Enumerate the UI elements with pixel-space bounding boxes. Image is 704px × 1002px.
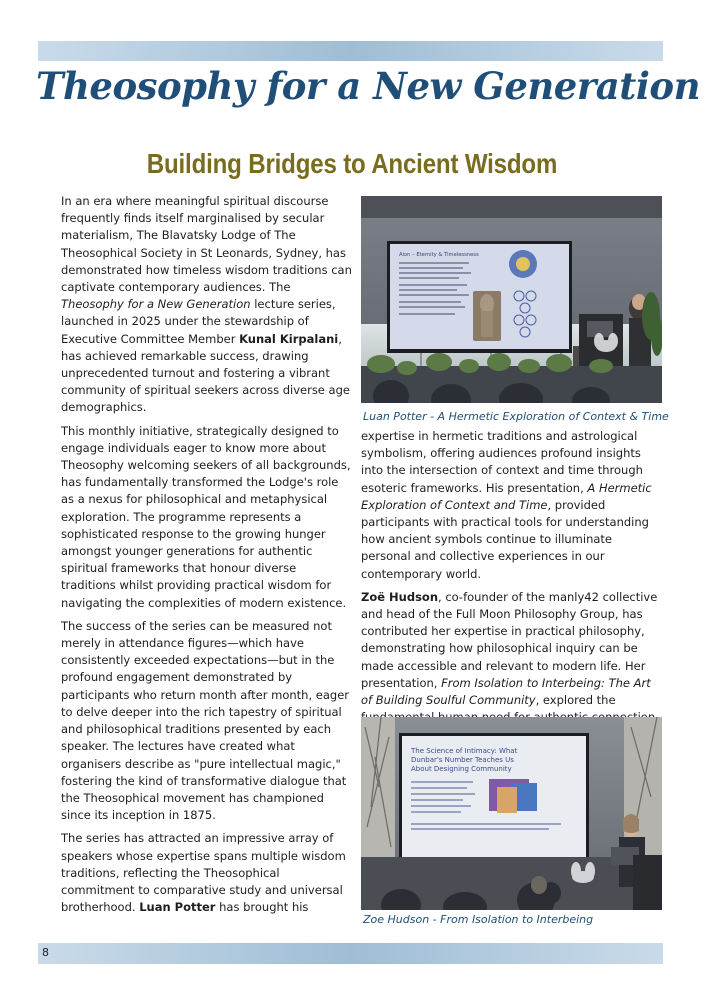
- caption-photo-zoe: Zoe Hudson - From Isolation to Interbeing: [363, 913, 594, 926]
- lecture-photo-zoe: [361, 717, 662, 910]
- page-subtitle: Building Bridges to Ancient Wisdom: [146, 148, 558, 179]
- lecture-photo-luan: [361, 196, 662, 403]
- article-column-right: [361, 428, 665, 744]
- slide-title-line-1: The Science of Intimacy: What: [411, 747, 518, 755]
- speaker-name-luan: Luan Potter: [139, 900, 216, 915]
- organiser-name: Kunal Kirpalani: [239, 331, 339, 346]
- caption-photo-luan: Luan Potter - A Hermetic Exploration of Context & Time: [363, 410, 669, 423]
- slide-title-line-2: Dunbar's Number Teaches Us: [411, 756, 514, 764]
- article-column-left: [61, 193, 353, 916]
- page-number: 8: [42, 946, 49, 959]
- paragraph-success: The success of the series can be measured not merely in attendance figures—which have consistently exceeded expectations—but in the profound engagement demonstrated by participants who return month after month, eager to delve deeper into the rich tapestry of spiritual and philosophical traditions presented by each speaker. The lectures have created what organisers describe as "pure intellectual magic," fostering the kind of transformative dialogue that the Theosophical movement has championed since its inception in 1875.: [61, 618, 349, 823]
- page-title: Theosophy for a New Generation: [36, 64, 701, 108]
- footer-band: [38, 943, 663, 964]
- paragraph-speakers: The series has attracted an impressive array of speakers whose expertise spans multiple wisdom traditions, reflecting the Theosophical commitment to comparative study and universal brotherhood. Luan Potter has brought his: [61, 831, 346, 915]
- lecture-photo-luan-illustration: [361, 196, 662, 403]
- paragraph-luan-talk: expertise in hermetic traditions and astrological symbolism, offering audiences profound insights into the intersection of context and time through esoteric frameworks. His presentation, A Hermetic Exploration of Context and Time, provided participants with practical tools for understanding how ancient symbols continue to illuminate personal and collective experiences in our contemporary world.: [361, 429, 652, 581]
- header-band: [38, 41, 663, 61]
- luan-talk-title: A Hermetic Exploration of Context and Time: [361, 480, 652, 512]
- paragraph-zoe-talk: Zoë Hudson, co-founder of the manly42 collective and head of the Full Moon Philosophy Group, has contributed her expertise in practical philosophy, demonstrating how philosophical inquiry can be made accessible and relevant to modern life. Her presentation, From Isolation to Interbeing: The Art of Building Soulful Community, explored the: [361, 589, 658, 708]
- speaker-name-zoe: Zoë Hudson: [361, 589, 439, 604]
- paragraph-intro: In an era where meaningful spiritual discourse frequently finds itself marginalised by secular materialism, The Blavatsky Lodge of The Theosophical Society in St Leonards, Sydney, has demonstrated how timeless wisdom traditions can captivate contemporary audiences. The Theosophy for a New Generation lecture series, launched in 2025 under the stewardship of Executive Committee Member Kunal Kirpalani, has achieved remarkable success, drawing unprecedented turnout and fostering a vibrant community of spiritual seekers across diverse age demographics.: [61, 194, 352, 415]
- series-title: Theosophy for a New Generation: [61, 297, 251, 312]
- slide-title-aion: Aion – Eternity & Timelessness: [399, 252, 479, 258]
- zoe-talk-title: From Isolation to Interbeing: The Art of Building Soulful Community: [361, 675, 651, 708]
- slide-title-line-3: About Designing Community: [411, 765, 512, 773]
- lecture-photo-zoe-illustration: [361, 717, 662, 910]
- paragraph-initiative: This monthly initiative, strategically designed to engage individuals eager to know more about Theosophy welcoming seekers of all backgrounds, has fundamentally transformed the Lodge's role as a nexus for philosophical and metaphysical exploration. The programme represents a sophisticated response to the growing hunger amongst younger generations for authentic spiritual frameworks that honour diverse traditions whilst providing practical wisdom for navigating the complexities of modern existence.: [61, 423, 351, 610]
